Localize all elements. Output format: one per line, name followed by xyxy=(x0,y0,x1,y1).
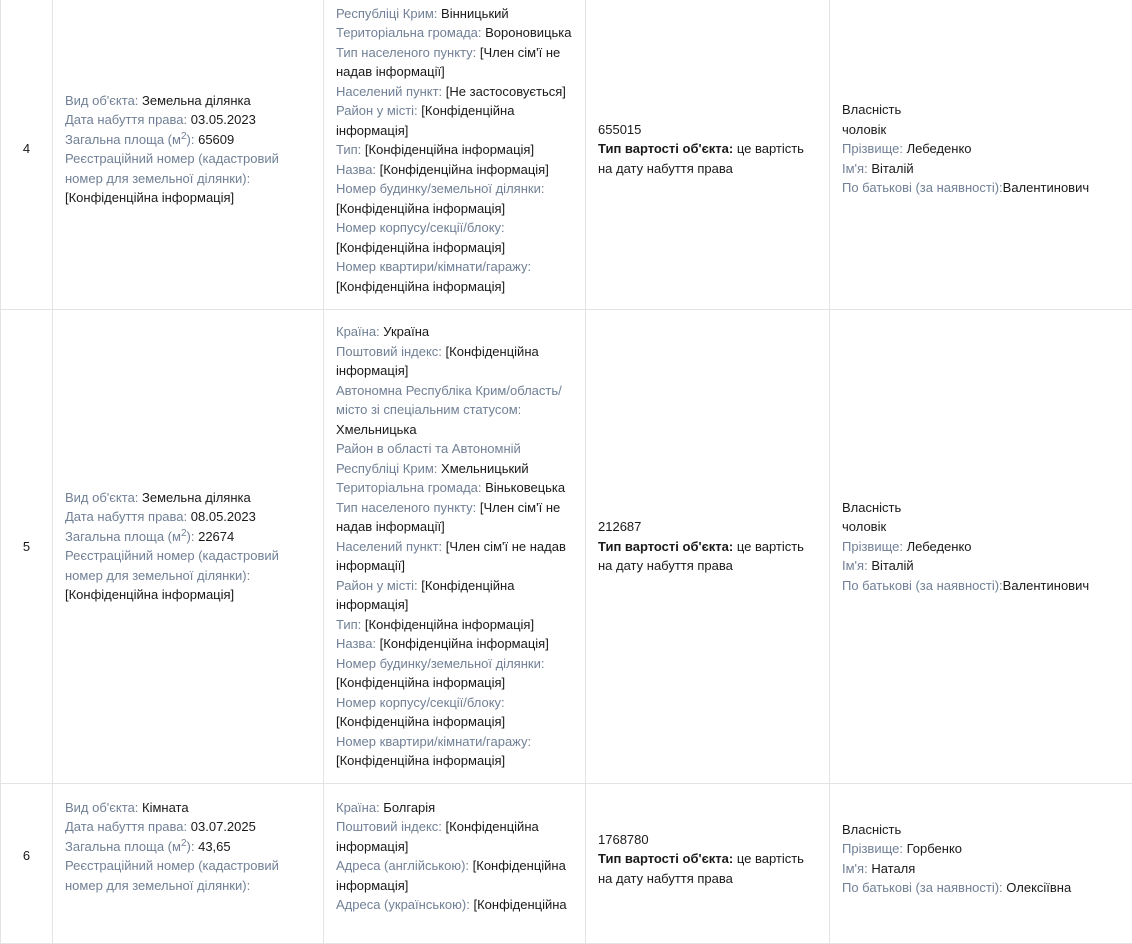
value-cell xyxy=(586,783,830,943)
name-field: Ім'я: Віталій xyxy=(842,556,1132,576)
right-type: Власність xyxy=(842,100,1132,120)
object-value: 655015 xyxy=(598,120,817,140)
relation: чоловік xyxy=(842,517,1132,537)
area-field: Загальна площа $(м^2)$: 22674 xyxy=(65,527,311,547)
postal-field: Поштовий індекс: [Конфіденційна інформація] xyxy=(336,342,573,381)
street-name-field: Назва: [Конфіденційна інформація] xyxy=(336,160,573,180)
row-number: 6 xyxy=(1,783,53,943)
value-type-field: Тип вартості об'єкта: це вартість на дату набуття права xyxy=(598,537,817,576)
house-field: Номер будинку/земельної ділянки: [Конфіденційна інформація] xyxy=(336,179,573,218)
relation: чоловік xyxy=(842,120,1132,140)
settlement-field: Населений пункт: [Не застосовується] xyxy=(336,82,573,102)
value-cell xyxy=(586,310,830,784)
settlement-type-field: Тип населеного пункту: [Член сім'ї не надав інформації] xyxy=(336,43,573,82)
surname-field: Прізвище: Горбенко xyxy=(842,839,1132,859)
object-cell xyxy=(53,0,324,310)
reg-number-field: Реєстраційний номер (кадастровий номер для земельної ділянки): [Конфіденційна інформація] xyxy=(65,546,311,605)
apartment-field: Номер квартири/кімнати/гаражу: [Конфіденційна інформація] xyxy=(336,732,573,771)
reg-number-field: Реєстраційний номер (кадастровий номер для земельної ділянки): xyxy=(65,856,311,895)
object-type-field: Вид об'єкта: Земельна ділянка xyxy=(65,91,311,111)
acquired-date-field: Дата набуття права: 03.07.2025 xyxy=(65,817,311,837)
surname-field: Прізвище: Лебеденко xyxy=(842,537,1132,557)
row-number: 4 xyxy=(1,0,53,310)
street-type-field: Тип: [Конфіденційна інформація] xyxy=(336,140,573,160)
address-en-field: Адреса (англійською): [Конфіденційна інформація] xyxy=(336,856,573,895)
address-ua-field: Адреса (українською): [Конфіденційна xyxy=(336,895,573,915)
street-name-field: Назва: [Конфіденційна інформація] xyxy=(336,634,573,654)
community-field: Територіальна громада: Віньковецька xyxy=(336,478,573,498)
table-row xyxy=(1,0,1132,310)
patronymic-field: По батькові (за наявності): Олексіївна xyxy=(842,878,1132,898)
acquired-date-field: Дата набуття права: 03.05.2023 xyxy=(65,110,311,130)
patronymic-field: По батькові (за наявності):Валентинович xyxy=(842,178,1132,198)
value-type-field: Тип вартості об'єкта: це вартість на дату набуття права xyxy=(598,139,817,178)
community-field: Територіальна громада: Вороновицька xyxy=(336,23,573,43)
name-field: Ім'я: Віталій xyxy=(842,159,1132,179)
object-cell xyxy=(53,310,324,784)
area-field: Загальна площа $(м^2)$: 43,65 xyxy=(65,837,311,857)
table-row xyxy=(1,310,1132,784)
address-cell xyxy=(324,310,586,784)
settlement-field: Населений пункт: [Член сім'ї не надав інформації] xyxy=(336,537,573,576)
apartment-field: Номер квартири/кімнати/гаражу: [Конфіденційна інформація] xyxy=(336,257,573,296)
right-type: Власність xyxy=(842,820,1132,840)
building-field: Номер корпусу/секції/блоку: [Конфіденційна інформація] xyxy=(336,693,573,732)
house-field: Номер будинку/земельної ділянки: [Конфіденційна інформація] xyxy=(336,654,573,693)
object-cell xyxy=(53,783,324,943)
rights-cell xyxy=(830,310,1132,784)
value-type-field: Тип вартості об'єкта: це вартість на дату набуття права xyxy=(598,849,817,888)
district-field: Республіці Крим: Вінницький xyxy=(336,4,573,24)
value-cell xyxy=(586,0,830,310)
object-type-field: Вид об'єкта: Кімната xyxy=(65,798,311,818)
postal-field: Поштовий індекс: [Конфіденційна інформація] xyxy=(336,817,573,856)
rights-cell xyxy=(830,0,1132,310)
city-district-field: Район у місті: [Конфіденційна інформація] xyxy=(336,101,573,140)
address-cell xyxy=(324,0,586,310)
region-field: Автономна Республіка Крим/область/ місто зі спеціальним статусом: Хмельницька xyxy=(336,381,573,440)
object-type-field: Вид об'єкта: Земельна ділянка xyxy=(65,488,311,508)
acquired-date-field: Дата набуття права: 08.05.2023 xyxy=(65,507,311,527)
address-cell xyxy=(324,783,586,943)
patronymic-field: По батькові (за наявності):Валентинович xyxy=(842,576,1132,596)
table-row xyxy=(1,783,1132,943)
reg-number-field: Реєстраційний номер (кадастровий номер для земельної ділянки): [Конфіденційна інформація] xyxy=(65,149,311,208)
street-type-field: Тип: [Конфіденційна інформація] xyxy=(336,615,573,635)
country-field: Країна: Україна xyxy=(336,322,573,342)
area-field: Загальна площа $(м^2)$: 65609 xyxy=(65,130,311,150)
city-district-field: Район у місті: [Конфіденційна інформація] xyxy=(336,576,573,615)
country-field: Країна: Болгарія xyxy=(336,798,573,818)
surname-field: Прізвище: Лебеденко xyxy=(842,139,1132,159)
district-field: Район в області та Автономній Республіці Крим: Хмельницький xyxy=(336,439,573,478)
rights-cell xyxy=(830,783,1132,943)
building-field: Номер корпусу/секції/блоку: [Конфіденційна інформація] xyxy=(336,218,573,257)
right-type: Власність xyxy=(842,498,1132,518)
object-value: 212687 xyxy=(598,517,817,537)
settlement-type-field: Тип населеного пункту: [Член сім'ї не надав інформації] xyxy=(336,498,573,537)
row-number: 5 xyxy=(1,310,53,784)
object-value: 1768780 xyxy=(598,830,817,850)
name-field: Ім'я: Наталя xyxy=(842,859,1132,879)
